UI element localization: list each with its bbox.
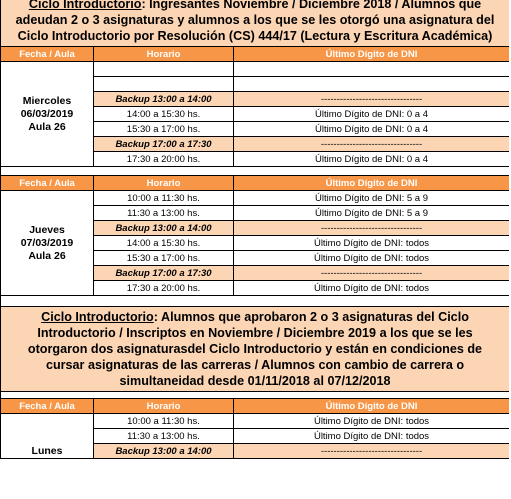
- dni-cell: --------------------------------: [234, 444, 510, 459]
- header-fecha: Fecha / Aula: [1, 176, 94, 191]
- dni-cell: --------------------------------: [234, 137, 510, 152]
- table-row: [1, 191, 510, 206]
- horario-cell: 11:30 a 13:00 hs.: [94, 429, 234, 444]
- fecha-date: 06/03/2019: [20, 107, 74, 120]
- spacer-row: [1, 167, 510, 176]
- dni-cell: Último Dígito de DNI: todos: [234, 281, 510, 296]
- fecha-aula: Aula 26: [28, 120, 66, 133]
- dni-cell: --------------------------------: [234, 266, 510, 281]
- horario-cell: Backup 13:00 a 14:00: [94, 444, 234, 459]
- fecha-day: Jueves: [29, 223, 65, 236]
- header-horario: Horario: [94, 399, 234, 414]
- spacer-row: [1, 392, 510, 399]
- dni-cell: [234, 62, 510, 77]
- horario-cell: 14:00 a 15:30 hs.: [94, 107, 234, 122]
- header-horario: Horario: [94, 47, 234, 62]
- section1-title: [1, 0, 510, 47]
- header-dni: Último Dígito de DNI: [234, 399, 510, 414]
- spacer-cell: [1, 296, 510, 307]
- horario-cell: 10:00 a 11:30 hs.: [94, 414, 234, 429]
- horario-cell: Backup 17:00 a 17:30: [94, 266, 234, 281]
- fecha-day: Lunes: [31, 445, 63, 457]
- horario-cell: 14:00 a 15:30 hs.: [94, 236, 234, 251]
- dni-cell: Último Dígito de DNI: 0 a 4: [234, 122, 510, 137]
- dni-cell: Último Dígito de DNI: todos: [234, 414, 510, 429]
- fecha-cell-miercoles: [1, 62, 94, 167]
- horario-cell: 15:30 a 17:00 hs.: [94, 251, 234, 266]
- section2-title-prefix: Ciclo Introductorio: [41, 310, 154, 324]
- dni-cell: Último Dígito de DNI: 5 a 9: [234, 206, 510, 221]
- horario-cell: 17:30 a 20:00 hs.: [94, 281, 234, 296]
- section2-title: [1, 307, 510, 392]
- section1-title-prefix: Ciclo Introductorio: [28, 0, 142, 11]
- table-header-1: [1, 47, 510, 62]
- horario-cell: Backup 13:00 a 14:00: [94, 92, 234, 107]
- header-fecha: Fecha / Aula: [1, 47, 94, 62]
- horario-cell: 11:30 a 13:00 hs.: [94, 206, 234, 221]
- header-fecha: Fecha / Aula: [1, 399, 94, 414]
- table-row: [1, 62, 510, 77]
- fecha-cell-jueves: [1, 191, 94, 296]
- dni-cell: Último Dígito de DNI: 0 a 4: [234, 107, 510, 122]
- table-header-3: [1, 399, 510, 414]
- spacer-row: [1, 296, 510, 307]
- horario-cell: 15:30 a 17:00 hs.: [94, 122, 234, 137]
- dni-cell: [234, 77, 510, 92]
- horario-cell: [94, 77, 234, 92]
- horario-cell: 10:00 a 11:30 hs.: [94, 191, 234, 206]
- header-dni: Último Dígito de DNI: [234, 176, 510, 191]
- dni-cell: Último Dígito de DNI: todos: [234, 251, 510, 266]
- dni-cell: Último Dígito de DNI: 0 a 4: [234, 152, 510, 167]
- horario-cell: Backup 13:00 a 14:00: [94, 221, 234, 236]
- table-row: [1, 414, 510, 429]
- section2-title-row: [1, 307, 510, 392]
- section2-title-text: : Alumnos que aprobaron 2 o 3 asignaturas del Ciclo Introductorio / Inscriptos en Noviembre / Diciembre 2019 a los que se les otorgaron dos asignaturasdel Ciclo Introductorio y están en condiciones de cursar asignaturas de las carreras / Alumnos con cambio de carrera o simultaneidad desde 01/11/2018 al 07/12/2018: [27, 310, 483, 388]
- spacer-cell: [1, 167, 510, 176]
- dni-cell: Último Dígito de DNI: 5 a 9: [234, 191, 510, 206]
- dni-cell: Último Dígito de DNI: todos: [234, 236, 510, 251]
- table-header-2: [1, 176, 510, 191]
- header-horario: Horario: [94, 176, 234, 191]
- fecha-date: 07/03/2019: [20, 236, 74, 249]
- spacer-cell: [1, 392, 510, 399]
- section1-title-text: : Ingresantes Noviembre / Diciembre 2018 / Alumnos que adeudan 2 o 3 asignaturas y alumnos a los que se les otorgó una asignatura del Ciclo Introductorio por Resolución (CS) 444/17 (Lectura y Escritura Académica): [15, 0, 495, 43]
- fecha-cell-lunes: [1, 414, 94, 459]
- fecha-day: Miercoles: [22, 94, 72, 107]
- horario-cell: Backup 17:00 a 17:30: [94, 137, 234, 152]
- dni-cell: --------------------------------: [234, 221, 510, 236]
- fecha-aula: Aula 26: [28, 249, 66, 262]
- horario-cell: 17:30 a 20:00 hs.: [94, 152, 234, 167]
- header-dni: Último Dígito de DNI: [234, 47, 510, 62]
- horario-cell: [94, 62, 234, 77]
- section1-title-row: [1, 0, 510, 47]
- dni-cell: Último Dígito de DNI: todos: [234, 429, 510, 444]
- dni-cell: --------------------------------: [234, 92, 510, 107]
